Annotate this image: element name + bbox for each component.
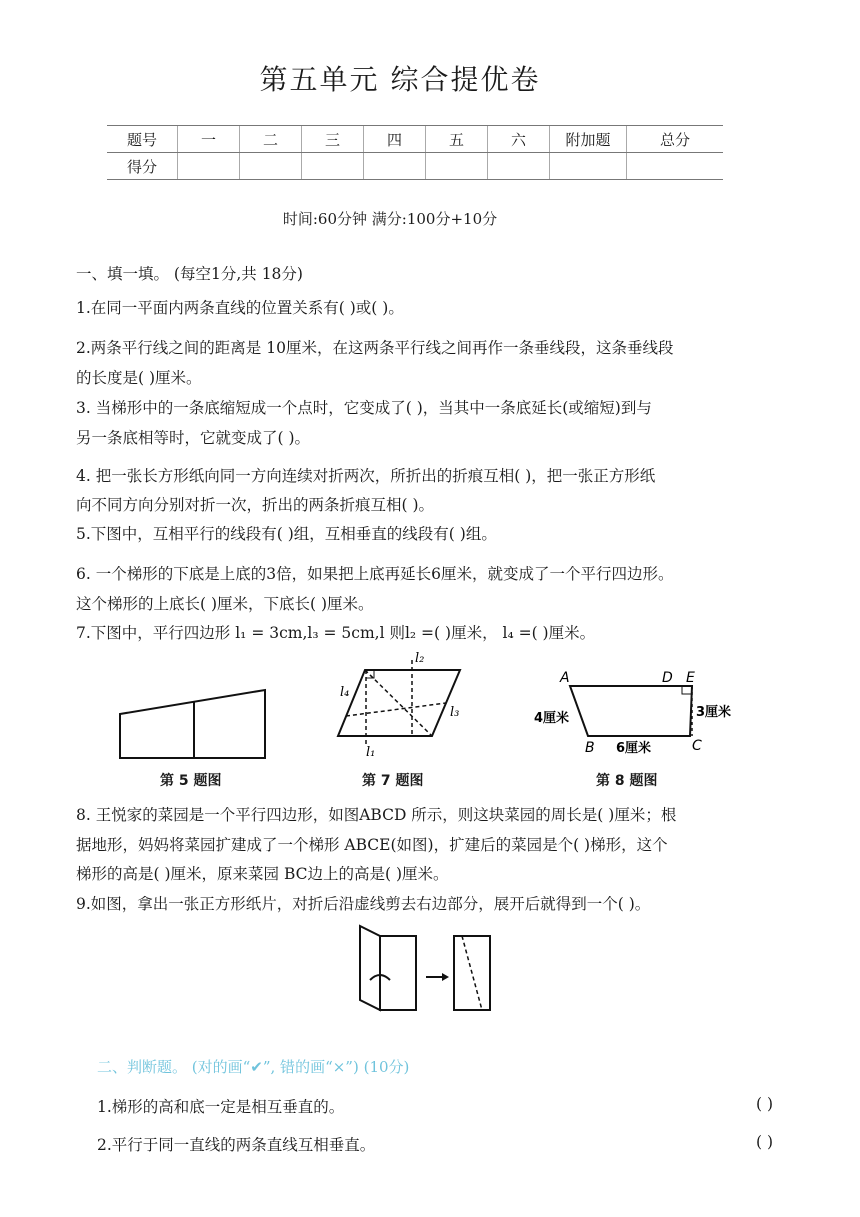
l1-label: l₁ xyxy=(366,745,376,760)
score-table-score-row xyxy=(107,153,723,180)
score-input-cell[interactable] xyxy=(364,153,426,180)
table-cell: 总分 xyxy=(627,126,724,153)
l2-label: l₂ xyxy=(415,651,425,666)
question-line: 8. 王悦家的菜园是一个平行四边形，如图ABCD 所示，则这块菜园的周长是( )厘米；根 xyxy=(76,806,677,824)
question-line: 另一条底相等时，它就变成了( )。 xyxy=(76,429,311,447)
table-cell: 五 xyxy=(426,126,488,153)
answer-box[interactable]: ( ) xyxy=(756,1133,774,1151)
score-input-cell[interactable] xyxy=(178,153,240,180)
judge-item: 1.梯形的高和底一定是相互垂直的。 xyxy=(97,1098,345,1116)
table-cell: 四 xyxy=(364,126,426,153)
table-cell: 一 xyxy=(178,126,240,153)
score-table xyxy=(107,125,723,180)
vertex-b: B xyxy=(585,740,595,756)
question-line: 9.如图，拿出一张正方形纸片，对折后沿虚线剪去右边部分，展开后就得到一个( )。 xyxy=(76,895,651,913)
figure-8 xyxy=(530,666,750,761)
question-line: 7.下图中，平行四边形 l₁ = 3cm,l₃ = 5cm,l 则l₂ =( )厘米， l₄ =( )厘米。 xyxy=(76,624,596,642)
vertex-c: C xyxy=(692,738,702,754)
score-table-header-row xyxy=(107,126,723,153)
figure-9 xyxy=(350,922,500,1014)
section1-heading: 一、填一填。 (每空1分,共 18分) xyxy=(76,265,303,283)
l3-label: l₃ xyxy=(450,705,460,720)
table-cell: 三 xyxy=(302,126,364,153)
table-cell: 六 xyxy=(488,126,550,153)
answer-box[interactable]: ( ) xyxy=(756,1095,774,1113)
table-cell: 附加题 xyxy=(550,126,627,153)
question-line: 2.两条平行线之间的距离是 10厘米，在这两条平行线之间再作一条垂线段，这条垂线段 xyxy=(76,339,674,357)
figure-7 xyxy=(330,648,480,763)
question-line: 的长度是( )厘米。 xyxy=(76,369,202,387)
table-cell: 得分 xyxy=(107,153,178,180)
figure-5-caption: 第 5 题图 xyxy=(160,773,222,789)
judge-item: 2.平行于同一直线的两条直线互相垂直。 xyxy=(97,1136,376,1154)
question-line: 向不同方向分别对折一次，折出的两条折痕互相( )。 xyxy=(76,496,435,514)
table-cell: 二 xyxy=(240,126,302,153)
question-line: 1.在同一平面内两条直线的位置关系有( )或( )。 xyxy=(76,299,404,317)
vertex-e: E xyxy=(686,670,695,686)
question-line: 5.下图中，互相平行的线段有( )组，互相垂直的线段有( )组。 xyxy=(76,525,497,543)
question-line: 6. 一个梯形的下底是上底的3倍，如果把上底再延长6厘米，就变成了一个平行四边形。 xyxy=(76,565,674,583)
question-line: 这个梯形的上底长( )厘米，下底长( )厘米。 xyxy=(76,595,374,613)
score-input-cell[interactable] xyxy=(426,153,488,180)
score-input-cell[interactable] xyxy=(302,153,364,180)
score-input-cell[interactable] xyxy=(240,153,302,180)
figure-8-caption: 第 8 题图 xyxy=(596,773,658,789)
question-line: 3. 当梯形中的一条底缩短成一个点时，它变成了( )，当其中一条底延长(或缩短)到与 xyxy=(76,399,652,417)
l4-label: l₄ xyxy=(340,685,350,700)
vertex-d: D xyxy=(662,670,673,686)
length-bottom: 6厘米 xyxy=(616,741,652,756)
length-right: 3厘米 xyxy=(696,705,732,720)
length-left: 4厘米 xyxy=(534,711,570,726)
figure-7-caption: 第 7 题图 xyxy=(362,773,424,789)
question-line: 梯形的高是( )厘米，原来菜园 BC边上的高是( )厘米。 xyxy=(76,865,449,883)
page-title: 第五单元 综合提优卷 xyxy=(259,63,541,96)
vertex-a: A xyxy=(560,670,570,686)
table-cell: 题号 xyxy=(107,126,178,153)
exam-meta: 时间:60分钟 满分:100分+10分 xyxy=(282,210,498,228)
question-line: 据地形，妈妈将菜园扩建成了一个梯形 ABCE(如图)，扩建后的菜园是个( )梯形，这个 xyxy=(76,836,668,854)
question-line: 4. 把一张长方形纸向同一方向连续对折两次，所折出的折痕互相( )，把一张正方形纸 xyxy=(76,467,656,485)
score-input-cell[interactable] xyxy=(550,153,627,180)
section2-heading: 二、判断题。 (对的画“✔”, 错的画“×”) (10分) xyxy=(97,1058,410,1076)
score-input-cell[interactable] xyxy=(488,153,550,180)
score-input-cell[interactable] xyxy=(627,153,724,180)
